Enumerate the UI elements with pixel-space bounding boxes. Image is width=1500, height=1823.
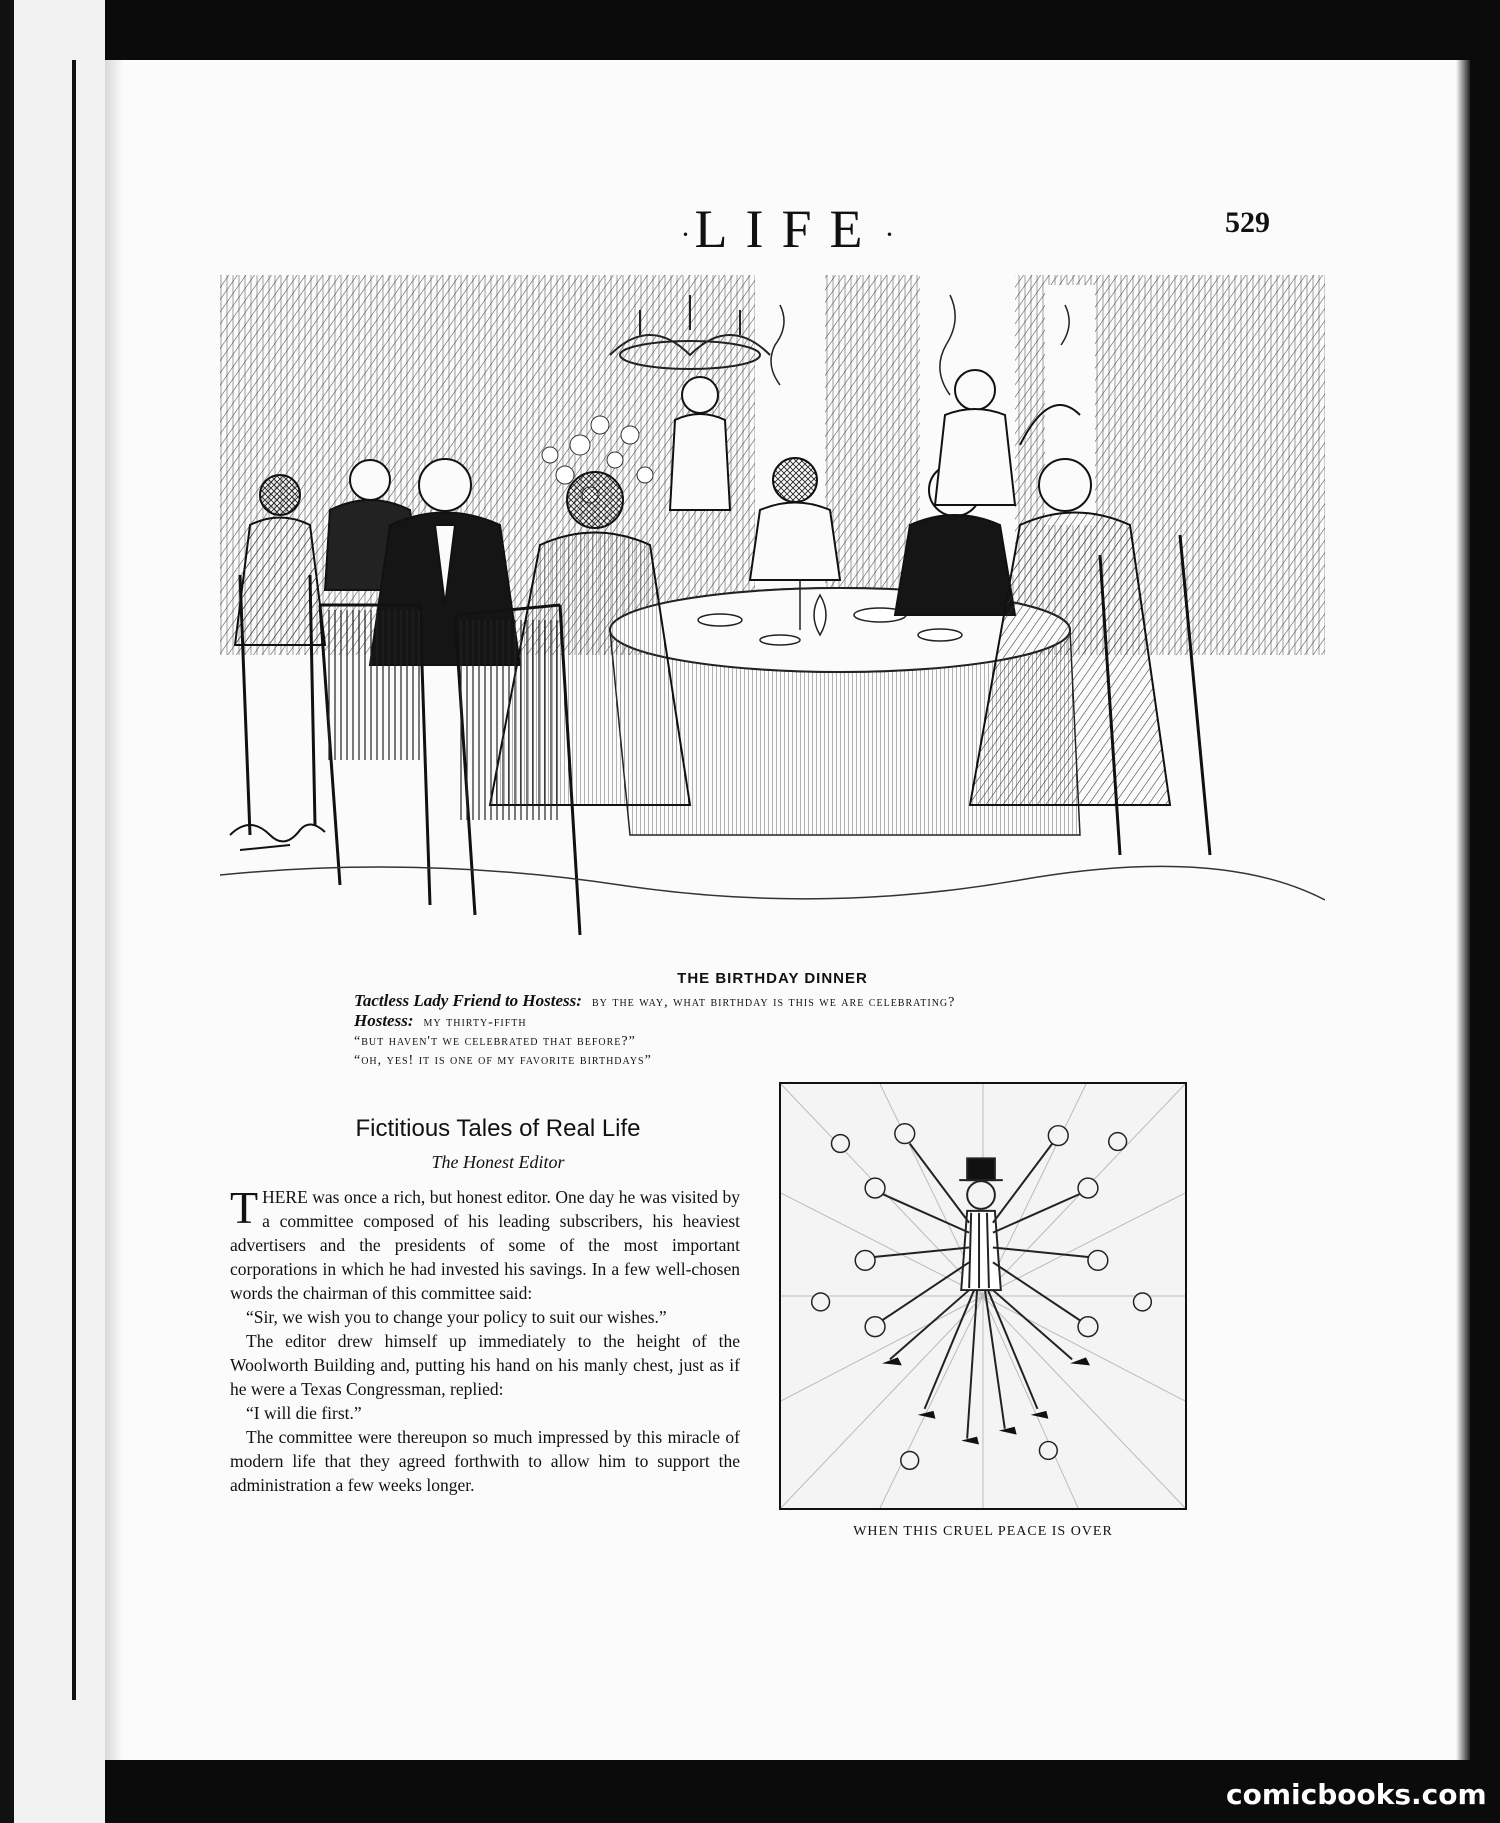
article-paragraph: The editor drew himself up immediately to the height of the Woolworth Building and, putting his hand on his manly chest, just as if he were a Texas Congressman, replied: bbox=[230, 1331, 740, 1399]
birthday-dinner-illustration bbox=[220, 275, 1325, 970]
masthead: ·LIFE · bbox=[680, 199, 895, 259]
article-paragraph: “I will die first.” bbox=[246, 1403, 362, 1423]
dialogue-line bbox=[354, 992, 1314, 1012]
article-paragraph: THERE was once a rich, but honest editor. One day he was visited by a committee composed of his leading subscribers, his heaviest advertisers and the presidents of some of the most important corporations in which he had invested his savings. In a few well-chosen words the chairman of this committee said: bbox=[230, 1182, 740, 1303]
dialogue-line bbox=[354, 1032, 1314, 1051]
cruel-peace-illustration bbox=[779, 1082, 1187, 1510]
dialogue-speaker: Tactless Lady Friend to Hostess: bbox=[354, 991, 582, 1010]
page-number: 529 bbox=[1225, 206, 1270, 239]
article-body bbox=[230, 1182, 740, 1497]
left-page-edge bbox=[0, 0, 105, 1823]
dialogue-text: “oh, yes! it is one of my favorite birthdays” bbox=[354, 1053, 652, 1068]
article-paragraph: “Sir, we wish you to change your policy to suit our wishes.” bbox=[246, 1307, 667, 1327]
birthday-dinner-dialogue bbox=[354, 992, 1314, 1070]
birthday-dinner-title: THE BIRTHDAY DINNER bbox=[677, 970, 868, 987]
dialogue-text: by the way, what birthday is this we are celebrating? bbox=[591, 995, 956, 1010]
cruel-peace-caption: WHEN THIS CRUEL PEACE IS OVER bbox=[853, 1524, 1113, 1539]
article-subtitle: The Honest Editor bbox=[431, 1152, 565, 1172]
article-title: Fictitious Tales of Real Life bbox=[355, 1115, 641, 1142]
article-paragraph: The committee were thereupon so much impressed by this miracle of modern life that they agreed forthwith to allow him to support the administration a few weeks longer. bbox=[230, 1427, 740, 1495]
dialogue-line bbox=[354, 1012, 1314, 1032]
site-watermark: comicbooks.com bbox=[1226, 1778, 1487, 1811]
dialogue-text: my thirty-fifth bbox=[423, 1015, 527, 1030]
dialogue-speaker: Hostess: bbox=[354, 1011, 414, 1030]
dialogue-line bbox=[354, 1051, 1314, 1070]
dialogue-text: “but haven't we celebrated that before?” bbox=[354, 1034, 636, 1049]
magazine-page bbox=[105, 60, 1470, 1760]
drop-cap: T bbox=[230, 1182, 259, 1233]
